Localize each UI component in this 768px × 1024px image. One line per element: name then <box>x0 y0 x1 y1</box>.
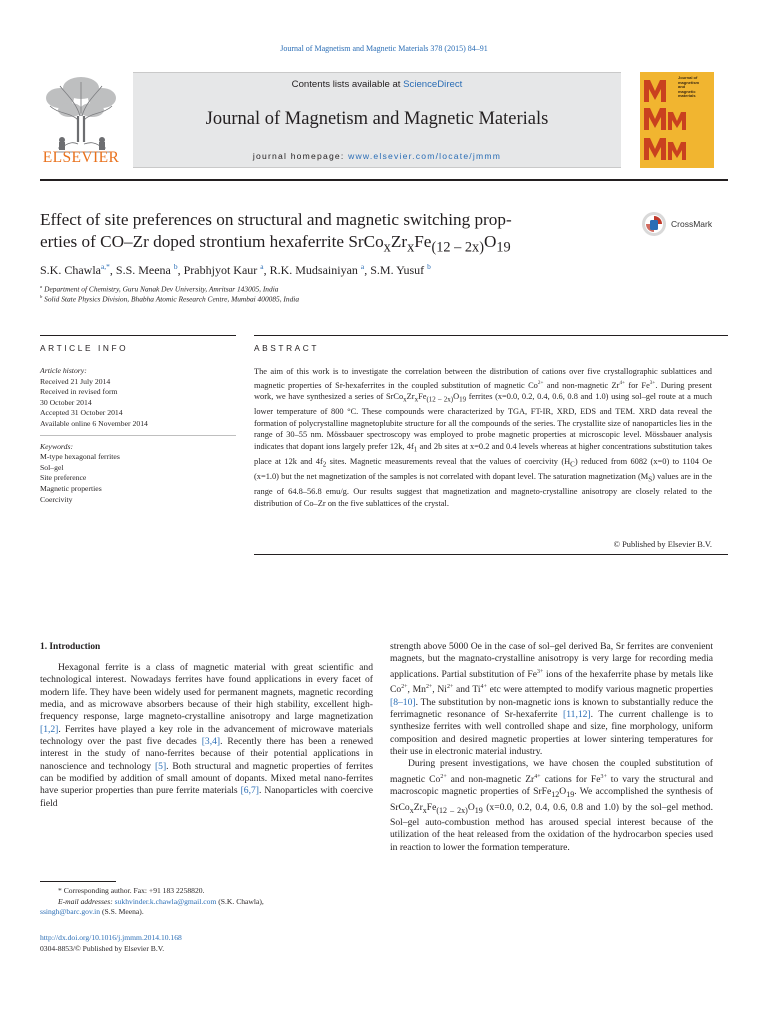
author-name: S.K. Chawla <box>40 263 101 277</box>
abstract-text: and 2b sites at x=0.2 and 0.4 levels whereas at higher concentrations substitution takes place at 12k and 4f <box>254 441 712 466</box>
abstract-text: ) reduced from 6082 (x=0) to 1104 Oe (x=1.0) but the net magnetization of the samples is not correlated with dopant level. The saturation magnetization (M <box>254 456 712 482</box>
cover-line: magnetism <box>678 79 700 85</box>
article-title <box>40 209 630 258</box>
journal-cover-thumbnail[interactable] <box>640 72 714 168</box>
abstract-text: The aim of this work is to investigate the correlation between the distribution of cations over five crystallographic sublattices and magnetic properties of Sr-hexaferrites in the coupled substitution of magnetic Co <box>254 367 712 390</box>
body-text: , Mn <box>407 684 426 696</box>
cover-line: magnetic <box>678 88 696 94</box>
body-sup: 3+ <box>536 668 544 675</box>
sciencedirect-link[interactable]: ScienceDirect <box>403 79 463 90</box>
abstract-sup: 4+ <box>619 379 625 386</box>
affil-text: Department of Chemistry, Guru Nanak Dev University, Amritsar 143005, India <box>44 284 279 294</box>
title-text: O <box>483 232 497 251</box>
body-sup: 2+ <box>401 684 408 691</box>
body-paragraph <box>40 662 373 810</box>
affil-mark: b <box>40 294 43 299</box>
body-text: ions of the hexaferrite phase by metals like Co <box>390 668 713 696</box>
body-text: . Both structural and magnetic properties of ferrites can be modified by addition of small amount of dopants. Mixed metal nano-ferrites have superior properties than pure ferrite materials <box>40 760 373 797</box>
cover-line: Journal of <box>678 75 698 80</box>
history-item: 30 October 2014 <box>40 397 92 407</box>
abstract-text: O <box>453 391 460 401</box>
abstract-sub: x <box>414 395 419 404</box>
abstract-sub: C <box>570 460 575 469</box>
body-column-left <box>40 662 373 810</box>
abstract-rule <box>254 335 728 336</box>
abstract-sub: S <box>648 475 653 484</box>
elsevier-wordmark: ELSEVIER <box>42 149 120 166</box>
citation-link[interactable]: [8–10] <box>390 696 416 708</box>
abstract-heading: ABSTRACT <box>254 343 320 353</box>
abstract-body <box>254 366 712 510</box>
title-sub: 19 <box>496 239 511 256</box>
citation-link[interactable]: [6,7] <box>240 785 259 797</box>
title-line-1: Effect of site preferences on structural and magnetic switching prop- <box>40 210 512 229</box>
body-sup: 4+ <box>480 684 487 691</box>
body-text: , Ni <box>432 684 447 696</box>
author-affil-mark[interactable]: b <box>173 262 178 271</box>
title-sub: x <box>383 239 391 256</box>
body-text: O <box>559 786 567 798</box>
body-text: Zr <box>413 801 423 813</box>
history-label: Article history: <box>40 366 87 375</box>
keyword: Sol–gel <box>40 462 64 472</box>
body-sup: 2+ <box>446 684 454 691</box>
body-paragraph <box>390 641 713 758</box>
issn-line: 0304-8853/© Published by Elsevier B.V. <box>40 943 165 953</box>
author-name: Prabhjyot Kaur <box>183 263 258 277</box>
body-sup: 3+ <box>600 773 607 780</box>
author-affil-mark[interactable]: b <box>427 262 431 271</box>
homepage-link[interactable]: www.elsevier.com/locate/jmmm <box>348 151 502 161</box>
email-note <box>40 897 380 908</box>
affiliation-a <box>40 284 278 293</box>
crossmark-icon <box>641 210 667 238</box>
body-paragraph <box>390 758 713 853</box>
email-label: E-mail addresses: <box>58 896 115 906</box>
author-affil-mark[interactable]: a,* <box>101 262 110 271</box>
citation-link[interactable]: [3,4] <box>201 736 221 748</box>
body-text: and non-magnetic Zr <box>446 774 535 785</box>
running-head[interactable]: Journal of Magnetism and Magnetic Materials 378 (2015) 84–91 <box>280 44 488 53</box>
citation-link[interactable]: [5] <box>154 760 167 772</box>
keyword: Site preference <box>40 473 87 483</box>
cover-line: and <box>678 84 686 90</box>
info-divider <box>40 435 236 436</box>
body-text: cations for Fe <box>540 774 601 785</box>
cover-line: materials <box>678 93 696 99</box>
author-list: S.K. Chawla$^{a,*}$, S.S. Meena $^b$, Prabhjyot Kaur $^a$, R.K. Mudsainiyan $^a$, S.M. Yusuf $^b$ <box>40 262 431 277</box>
contents-prefix: Contents lists available at <box>291 79 404 90</box>
abstract-bottom-rule <box>254 554 728 555</box>
cover-journal-name <box>678 76 710 99</box>
body-sub: x <box>422 805 427 815</box>
citation-link[interactable]: [11,12] <box>563 709 591 721</box>
abstract-text: . During present work, we have synthesized a series of SrCo <box>254 380 712 401</box>
author-name: S.M. Yusuf <box>370 263 425 277</box>
doi-block <box>40 933 182 954</box>
citation-link[interactable]: [1,2] <box>40 723 59 735</box>
corresponding-author-note: * Corresponding author. Fax: +91 183 2258820. <box>58 886 205 895</box>
history-item: Received in revised form <box>40 387 118 397</box>
affiliation-b <box>40 294 299 303</box>
email-note-cont <box>40 907 380 918</box>
body-text: . The current challenge is to synthesize ferrites with well controlled shape and size, fine morphology, uniform composition and desired magnetic properties at lower sintering temperatures for their use in electronic material industry. <box>390 709 713 758</box>
body-text: to vary the structural and macroscopic magnetic properties of SrFe <box>390 774 713 798</box>
body-text: Hexagonal ferrite is a class of magnetic material with great scientific and technological interest. Nowadays ferrites have found applications in every facet of modern life. They have been widely used for permanent magnets, magnetic recording media, and as microwave absorbers because of their high stability, excellent high-frequency response, large magneto-crystalline anisotropy and large magnetization <box>40 662 373 723</box>
abstract-sub: (12 – 2x) <box>426 395 454 404</box>
affil-mark: a <box>40 284 43 289</box>
article-info-rule <box>40 335 236 336</box>
body-text: (x=0.0, 0.2, 0.4, 0.6, 0.8 and 1.0) by the sol–gel method. Sol–gel auto-combustion method has aroused special interest because of the utilization of the heat released from the oxidation of the hydrocarbon species used in reaction to lower the formation temperature. <box>390 801 713 853</box>
section-heading-introduction: 1. Introduction <box>40 642 101 652</box>
body-sub: 19 <box>566 790 575 800</box>
journal-banner <box>133 72 621 168</box>
email-owner: (S.K. Chawla), <box>216 896 264 906</box>
abstract-sup: 2+ <box>537 379 544 386</box>
body-sup: 2+ <box>440 773 447 780</box>
contents-line <box>133 79 621 90</box>
abstract-text: and non-magnetic Zr <box>543 380 620 390</box>
body-sub: (12 – 2x) <box>436 805 468 815</box>
keywords-label: Keywords: <box>40 441 74 451</box>
author-affil-mark[interactable]: a <box>260 262 264 271</box>
body-text: O <box>467 801 475 813</box>
email-owner: (S.S. Meena). <box>100 907 144 917</box>
email-link[interactable]: ssingh@barc.gov.in <box>40 907 101 917</box>
body-text: and Ti <box>453 684 481 696</box>
journal-title: Journal of Magnetism and Magnetic Materials <box>205 109 549 129</box>
abstract-sub: 2 <box>322 460 327 469</box>
body-column-right <box>390 641 713 854</box>
homepage-line <box>133 151 621 161</box>
affil-text: Solid State Physics Division, Bhabha Atomic Research Centre, Mumbai 400085, India <box>44 294 300 304</box>
history-item: Received 21 July 2014 <box>40 376 111 386</box>
body-text: Fe <box>426 801 437 813</box>
title-text: Fe <box>414 232 432 251</box>
title-line-2 <box>40 232 511 256</box>
author-name: R.K. Mudsainiyan <box>269 263 358 277</box>
title-sub: x <box>407 239 415 256</box>
abstract-text: sites. Magnetic measurements reveal that the values of coercivity (H <box>326 456 571 466</box>
abstract-copyright: © Published by Elsevier B.V. <box>613 540 712 549</box>
abstract-sub: 19 <box>459 395 467 404</box>
abstract-text: Zr <box>406 391 415 401</box>
body-text: . Ferrites have played a key role in the advancement of microwave materials technology over the past five decades <box>40 723 373 748</box>
title-text: erties of CO–Zr doped strontium hexaferrite SrCo <box>40 232 384 251</box>
body-sub: 19 <box>474 805 483 815</box>
keyword: Magnetic properties <box>40 483 102 493</box>
footnotes <box>40 886 380 918</box>
abstract-sup: 3+ <box>649 379 656 386</box>
header-divider <box>40 179 728 181</box>
history-item: Available online 6 November 2014 <box>40 418 148 428</box>
body-text: etc were attempted to modify various magnetic properties <box>486 684 713 696</box>
author-affil-mark[interactable]: a <box>360 262 365 271</box>
history-item: Accepted 31 October 2014 <box>40 408 123 418</box>
abstract-text: Fe <box>418 391 427 401</box>
doi-link[interactable]: http://dx.doi.org/10.1016/j.jmmm.2014.10.168 <box>40 933 182 942</box>
author-name: S.S. Meena <box>115 263 171 277</box>
homepage-prefix: journal homepage: <box>252 151 349 161</box>
keyword: M-type hexagonal ferrites <box>40 452 120 462</box>
body-text: . Recently there has been a renewed interest in the study of nano-ferrites because of their potential applications in nanoscience and technology <box>40 736 373 772</box>
body-text: strength above 5000 Oe in the case of sol–gel derived Ba, Sr ferrites are convenient magnets, but the magnato-crystalline anisotropy is very large for recording media applications. Partial substitution of Fe <box>390 641 713 680</box>
body-sub: 12 <box>551 790 560 800</box>
crossmark-badge[interactable] <box>641 210 731 238</box>
body-sub: x <box>409 805 414 815</box>
abstract-sub: 1 <box>413 445 418 454</box>
body-sup: 4+ <box>534 773 541 780</box>
crossmark-label: CrossMark <box>671 219 713 229</box>
body-text: . We accomplished the synthesis of SrCo <box>390 786 713 813</box>
abstract-text: ferrites (x=0.0, 0.2, 0.4, 0.6, 0.8 and 1.0) using sol–gel route at a much lower temperature of 800 °C. These compounds were characterized by TGA, FT-IR, XRD, EDS and TEM. XRD data reveal the formation of polycrystalline magnetoplubite structure for all the compounds of the series. The crystallite size of nanoparticles lies in the range of 30–55 nm. Mössbauer spectroscopy was employed to probe magnetic properties at microscopic level. Mössbauer analysis indicates that dopant ions largely prefer 12k, 4f <box>254 391 713 451</box>
body-text: . The substitution by non-magnetic ions is known to substantially reduce the ferrimagnetic resonance of Sr-hexaferrite <box>390 696 713 721</box>
body-sup: 2+ <box>425 684 433 691</box>
abstract-text: ) values are in the range of 64.8–56.8 emu/g. Our results suggest that magnetization and magneto-crystalline anisotropy are closely related to the distribution of Co–Zr on the five sublattices of the crystal. <box>254 472 713 508</box>
keyword: Coercivity <box>40 494 73 504</box>
title-sub: (12 – 2x) <box>431 239 484 256</box>
abstract-sub: x <box>403 395 407 404</box>
article-info-heading: ARTICLE INFO <box>40 343 129 353</box>
abstract-text: for Fe <box>624 380 650 390</box>
title-text: Zr <box>390 232 408 251</box>
body-text: . Nanoparticles with coercive field <box>40 785 373 809</box>
footnote-rule <box>40 881 116 882</box>
body-text: During present investigations, we have chosen the coupled substitution of magnetic Co <box>390 758 713 785</box>
email-link[interactable]: sukhvinder.k.chawla@gmail.com <box>114 896 217 906</box>
